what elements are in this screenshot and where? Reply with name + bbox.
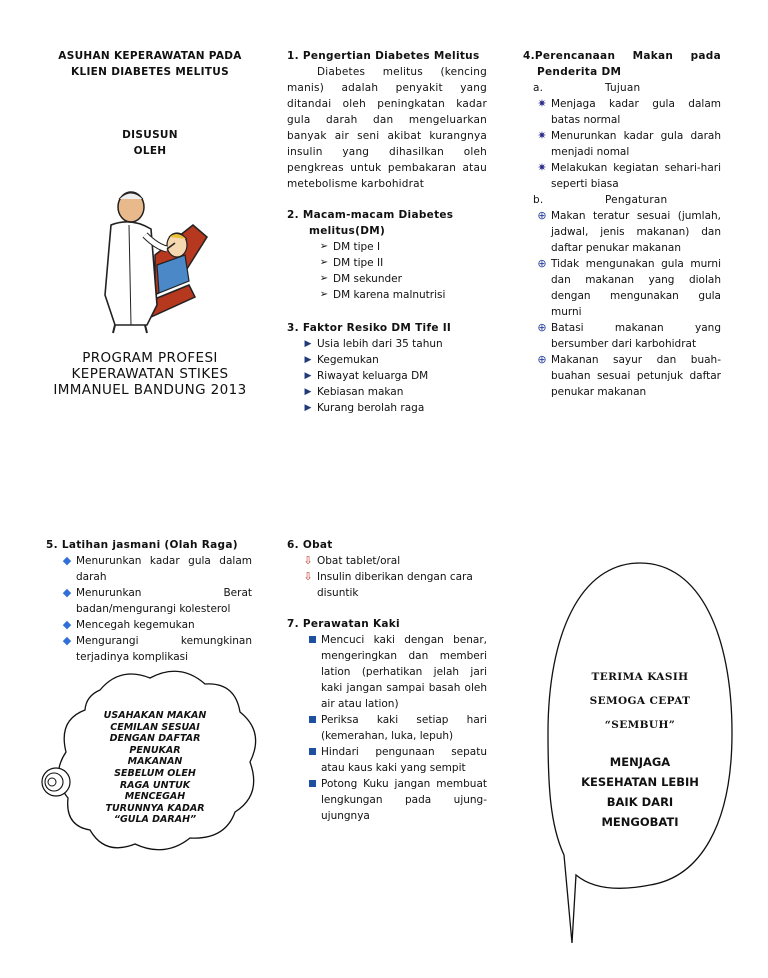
list-item: ▶ Usia lebih dari 35 tahun bbox=[301, 336, 487, 352]
triangle-bullet-icon: ▶ bbox=[304, 371, 312, 381]
section-1-title: 1. Pengertian Diabetes Melitus bbox=[287, 50, 480, 62]
list-item: ▶ Kurang berolah raga bbox=[301, 400, 487, 416]
pengaturan-list bbox=[535, 208, 721, 400]
program-line-3: IMMANUEL BANDUNG 2013 bbox=[53, 382, 247, 398]
section-2-title-a: 2. Macam-macam Diabetes bbox=[287, 209, 454, 221]
list-item: ⊕ Batasi makanan yang bersumber dari karbohidrat bbox=[535, 320, 721, 352]
list-item: ➢ DM karena malnutrisi bbox=[317, 287, 487, 303]
down-arrow-bullet-icon: ⇩ bbox=[303, 570, 313, 583]
crosshair-bullet-icon: ⊕ bbox=[537, 321, 547, 334]
triangle-bullet-icon: ▶ bbox=[304, 339, 312, 349]
cloud-message: USAHAKAN MAKAN CEMILAN SESUAI DENGAN DAFTAR PENUKAR MAKANAN SEBELUM OLEH RAGA UNTUK MENCEGAH TURUNNYA KADAR “GULA DARAH” bbox=[103, 710, 207, 826]
square-bullet-icon bbox=[305, 744, 319, 760]
list-item: ▶ Riwayat keluarga DM bbox=[301, 368, 487, 384]
arrow-bullet-icon: ➢ bbox=[319, 257, 329, 268]
section-7-title: 7. Perawatan Kaki bbox=[287, 618, 400, 630]
section-macam bbox=[287, 207, 487, 303]
section-4-title-line2: Penderita DM bbox=[537, 66, 622, 78]
obat-list bbox=[301, 553, 487, 601]
bubble-line-1: TERIMA KASIH bbox=[591, 671, 689, 683]
bubble-message-bottom bbox=[560, 752, 720, 832]
bubble-line-7: MENGOBATI bbox=[601, 815, 679, 829]
triangle-bullet-icon: ▶ bbox=[304, 355, 312, 365]
bubble-line-4: MENJAGA bbox=[609, 755, 671, 769]
arrow-bullet-icon: ➢ bbox=[319, 289, 329, 300]
crosshair-bullet-icon: ⊕ bbox=[537, 353, 547, 366]
star-bullet-icon: ✷ bbox=[537, 97, 547, 110]
list-item: ⇩ Insulin diberikan dengan cara disuntik bbox=[301, 569, 487, 601]
list-item: ⊕ Makan teratur sesuai (jumlah, jadwal, jenis makanan) dan daftar penukar makanan bbox=[535, 208, 721, 256]
perawatan-kaki-list bbox=[305, 632, 487, 824]
list-item: Mencuci kaki dengan benar, mengeringkan dan memberi lation (perhatikan jelah jari kaki jangan sampai basah oleh air atau lation) bbox=[305, 632, 487, 712]
list-item: ⇩ Obat tablet/oral bbox=[301, 553, 487, 569]
diamond-bullet-icon: ◆ bbox=[62, 554, 72, 567]
list-item: ✷ Melakukan kegiatan sehari-hari seperti biasa bbox=[535, 160, 721, 192]
square-bullet-icon bbox=[305, 632, 319, 648]
list-item: ➢ DM sekunder bbox=[317, 271, 487, 287]
program-line-2: KEPERAWATAN STIKES bbox=[71, 366, 229, 382]
tujuan-list bbox=[535, 96, 721, 192]
author-label bbox=[40, 127, 260, 159]
bubble-line-5: KESEHATAN LEBIH bbox=[581, 775, 699, 789]
star-bullet-icon: ✷ bbox=[537, 129, 547, 142]
square-bullet-icon bbox=[305, 712, 319, 728]
section-4-title: 4.Perencanaan Makan pada bbox=[523, 50, 721, 62]
oleh-label: OLEH bbox=[133, 145, 167, 157]
list-item: ◆ Mencegah kegemukan bbox=[60, 617, 252, 633]
bubble-line-2: SEMOGA CEPAT bbox=[589, 695, 691, 707]
latihan-list bbox=[60, 553, 252, 665]
arrow-bullet-icon: ➢ bbox=[319, 273, 329, 284]
bubble-line-6: BAIK DARI bbox=[606, 795, 674, 809]
crosshair-bullet-icon: ⊕ bbox=[537, 209, 547, 222]
arrow-bullet-icon: ➢ bbox=[319, 241, 329, 252]
section-3-title: 3. Faktor Resiko DM Tife II bbox=[287, 322, 452, 334]
title-line-1: ASUHAN KEPERAWATAN PADA bbox=[58, 50, 242, 62]
down-arrow-bullet-icon: ⇩ bbox=[303, 554, 313, 567]
list-item: ▶ Kegemukan bbox=[301, 352, 487, 368]
program-block bbox=[40, 350, 260, 398]
list-item: ◆ Menurunkan kadar gula dalam darah bbox=[60, 553, 252, 585]
section-2-title-b: melitus(DM) bbox=[309, 225, 386, 237]
list-item: ⊕ Makanan sayur dan buah-buahan sesuai petunjuk daftar penukar makanan bbox=[535, 352, 721, 400]
list-item: ◆ Mengurangi kemungkinan terjadinya komplikasi bbox=[60, 633, 252, 665]
list-item: ⊕ Tidak mengunakan gula murni dan makanan yang diolah dengan mengunakan gula murni bbox=[535, 256, 721, 320]
section-latihan bbox=[46, 537, 252, 665]
star-bullet-icon: ✷ bbox=[537, 161, 547, 174]
section-obat bbox=[287, 537, 487, 601]
diamond-bullet-icon: ◆ bbox=[62, 586, 72, 599]
section-perencanaan bbox=[523, 48, 721, 400]
list-item: ▶ Kebiasan makan bbox=[301, 384, 487, 400]
diamond-bullet-icon: ◆ bbox=[62, 618, 72, 631]
list-item: ➢ DM tipe II bbox=[317, 255, 487, 271]
section-pengertian bbox=[287, 48, 487, 192]
brochure-title bbox=[40, 48, 260, 80]
list-item: Hindari pengunaan sepatu atau kaus kaki yang sempit bbox=[305, 744, 487, 776]
doctor-patient-illustration bbox=[85, 185, 213, 335]
section-faktor-resiko bbox=[287, 320, 487, 416]
square-bullet-icon bbox=[305, 776, 319, 792]
tujuan-heading: a. Tujuan bbox=[533, 82, 641, 94]
list-item: ➢ DM tipe I bbox=[317, 239, 487, 255]
list-item: ◆ Menurunkan Berat badan/mengurangi kolesterol bbox=[60, 585, 252, 617]
risk-factors-list bbox=[301, 336, 487, 416]
triangle-bullet-icon: ▶ bbox=[304, 387, 312, 397]
triangle-bullet-icon: ▶ bbox=[304, 403, 312, 413]
crosshair-bullet-icon: ⊕ bbox=[537, 257, 547, 270]
list-item: Potong Kuku jangan membuat lengkungan pada ujung-ujungnya bbox=[305, 776, 487, 824]
title-line-2: KLIEN DIABETES MELITUS bbox=[71, 66, 229, 78]
diamond-bullet-icon: ◆ bbox=[62, 634, 72, 647]
dm-types-list bbox=[317, 239, 487, 303]
bubble-message-top bbox=[560, 665, 720, 737]
list-item: ✷ Menurunkan kadar gula darah menjadi nomal bbox=[535, 128, 721, 160]
section-6-title: 6. Obat bbox=[287, 539, 333, 551]
program-line-1: PROGRAM PROFESI bbox=[82, 350, 218, 366]
disusun-label: DISUSUN bbox=[122, 129, 178, 141]
list-item: ✷ Menjaga kadar gula dalam batas normal bbox=[535, 96, 721, 128]
section-1-body: Diabetes melitus (kencing manis) adalah penyakit yang ditandai oleh peningkatan kadar gula darah dan mengeluarkan banyak air seni akibat kurangnya insulin yang dihasilkan oleh pengkreas untuk pembakaran atau metebolisme karbohidrat bbox=[287, 66, 487, 190]
list-item: Periksa kaki setiap hari (kemerahan, luka, lepuh) bbox=[305, 712, 487, 744]
section-perawatan-kaki bbox=[287, 616, 487, 824]
pengaturan-heading: b. Pengaturan bbox=[533, 194, 668, 206]
section-5-title: 5. Latihan jasmani (Olah Raga) bbox=[46, 539, 238, 551]
bubble-line-3: “SEMBUH” bbox=[604, 719, 676, 731]
